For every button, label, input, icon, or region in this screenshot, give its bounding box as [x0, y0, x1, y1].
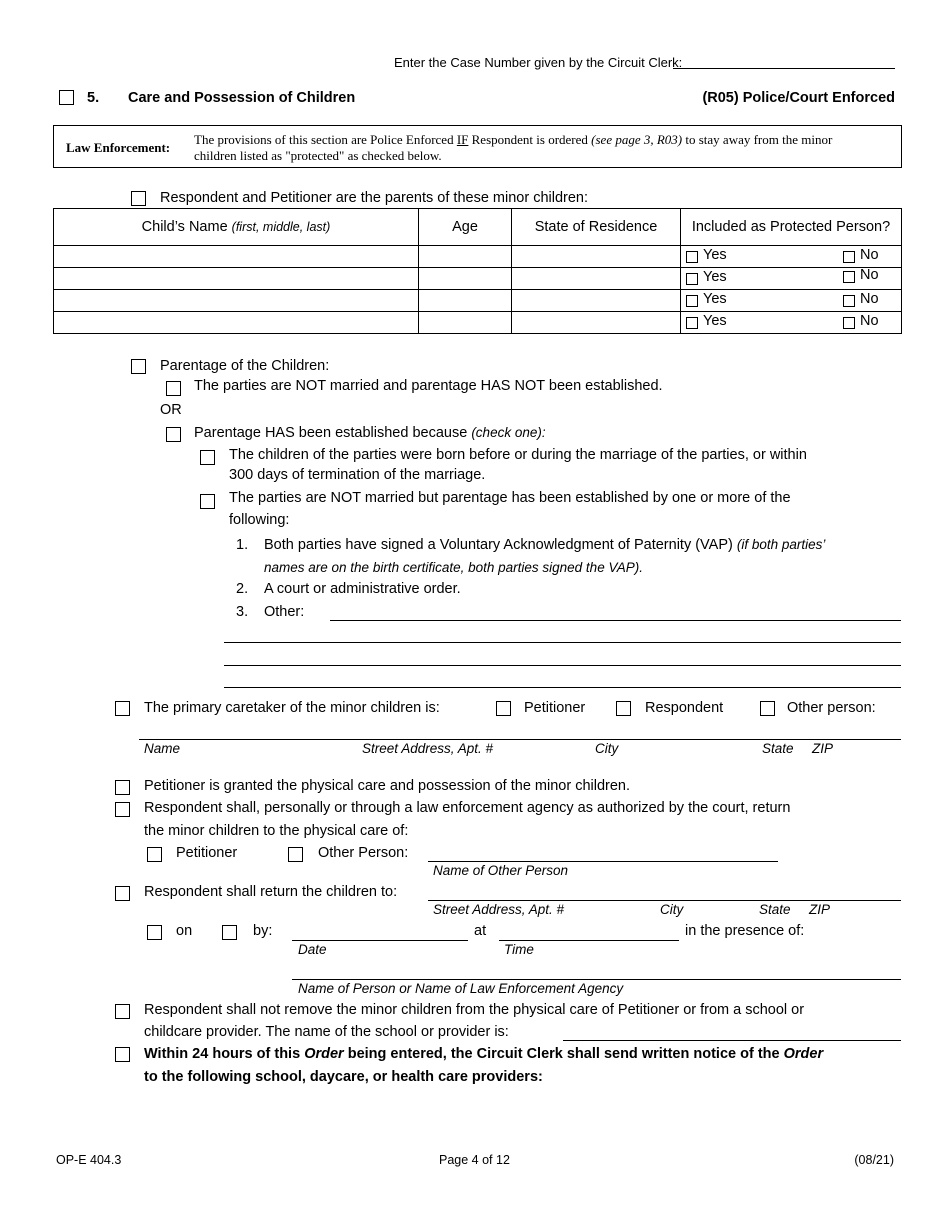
child-age-cell[interactable] — [419, 246, 512, 268]
item-1-number: 1. — [236, 537, 249, 553]
protected-yes-checkbox[interactable] — [686, 295, 698, 307]
other-line-4[interactable] — [224, 687, 901, 688]
granted-text: Petitioner is granted the physical care and possession of the minor children. — [144, 778, 631, 794]
caretaker-checkbox[interactable] — [115, 701, 130, 716]
section-number: 5. — [87, 90, 100, 106]
not-established-text: The parties are NOT married and parentage HAS NOT been established. — [194, 378, 663, 394]
not-remove-text: Respondent shall not remove the minor children from the physical care of Petitioner or from a school or — [144, 1002, 805, 1018]
revision-date: (08/21) — [854, 1153, 894, 1167]
caption-city: City — [660, 902, 684, 917]
protected-no-checkbox[interactable] — [843, 317, 855, 329]
law-enforcement-box — [53, 125, 902, 168]
item-2-number: 2. — [236, 581, 249, 597]
child-name-cell[interactable] — [54, 290, 419, 312]
or-label: OR — [160, 402, 182, 418]
caption-zip: ZIP — [812, 741, 834, 756]
child-state-cell[interactable] — [512, 246, 681, 268]
yes-label: Yes — [703, 247, 727, 263]
date-line[interactable] — [292, 940, 468, 941]
born-during-text-line2: 300 days of termination of the marriage. — [229, 467, 486, 483]
child-state-cell[interactable] — [512, 290, 681, 312]
by-label: by: — [253, 923, 273, 939]
case-number-label: Enter the Case Number given by the Circuit Clerk: — [394, 55, 683, 70]
not-married-text-line2: following: — [229, 512, 290, 528]
granted-checkbox[interactable] — [115, 780, 130, 795]
other-person-line[interactable] — [428, 861, 778, 862]
children-table — [53, 208, 902, 334]
col-age: Age — [419, 209, 512, 246]
caption-name: Name — [144, 741, 181, 756]
notice-checkbox[interactable] — [115, 1047, 130, 1062]
col-child-name: Child’s Name (first, middle, last) — [54, 209, 419, 246]
born-during-checkbox[interactable] — [200, 450, 215, 465]
caption-time: Time — [504, 942, 534, 957]
item-1-hint: names are on the birth certificate, both parties signed the VAP). — [264, 560, 643, 575]
parentage-heading: Parentage of the Children: — [160, 358, 330, 374]
time-line[interactable] — [499, 940, 679, 941]
item-2-text: A court or administrative order. — [264, 581, 461, 597]
return-petitioner-label: Petitioner — [176, 845, 238, 861]
caption-street: Street Address, Apt. # — [362, 741, 494, 756]
child-state-cell[interactable] — [512, 312, 681, 334]
caretaker-petitioner-checkbox[interactable] — [496, 701, 511, 716]
no-label: No — [860, 247, 879, 263]
item-3-number: 3. — [236, 604, 249, 620]
notice-text-line2: to the following school, daycare, or health care providers: — [144, 1069, 543, 1085]
notice-text: Within 24 hours of this Order being entered, the Circuit Clerk shall send written notice of the Order — [144, 1046, 824, 1062]
return-text-line2: the minor children to the physical care of: — [144, 823, 409, 839]
caretaker-petitioner-label: Petitioner — [524, 700, 586, 716]
parents-checkbox[interactable] — [131, 191, 146, 206]
at-label: at — [474, 923, 487, 939]
return-to-text: Respondent shall return the children to: — [144, 884, 398, 900]
not-remove-text-line2: childcare provider. The name of the school or provider is: — [144, 1024, 509, 1040]
other-line-2[interactable] — [224, 642, 901, 643]
no-label: No — [860, 313, 879, 329]
col-protected: Included as Protected Person? — [681, 209, 902, 246]
protected-yes-checkbox[interactable] — [686, 273, 698, 285]
law-enforcement-label: Law Enforcement: — [66, 140, 171, 155]
other-line-3[interactable] — [224, 665, 901, 666]
by-checkbox[interactable] — [222, 925, 237, 940]
child-age-cell[interactable] — [419, 312, 512, 334]
yes-label: Yes — [703, 269, 727, 285]
no-label: No — [860, 291, 879, 307]
caption-date: Date — [298, 942, 327, 957]
yes-label: Yes — [703, 291, 727, 307]
caption-street: Street Address, Apt. # — [433, 902, 565, 917]
page-number: Page 4 of 12 — [439, 1153, 510, 1167]
caretaker-address-line[interactable] — [139, 739, 901, 740]
protected-yes-checkbox[interactable] — [686, 251, 698, 263]
table-row — [54, 312, 902, 334]
table-row — [54, 268, 902, 290]
caretaker-respondent-label: Respondent — [645, 700, 724, 716]
protected-no-checkbox[interactable] — [843, 295, 855, 307]
item-1-text: Both parties have signed a Voluntary Acknowledgment of Paternity (VAP) (if both parties’ — [264, 537, 826, 553]
caption-state: State — [759, 902, 791, 917]
return-other-checkbox[interactable] — [288, 847, 303, 862]
presence-label: in the presence of: — [685, 923, 805, 939]
not-married-text: The parties are NOT married but parentage has been established by one or more of the — [229, 490, 791, 506]
protected-no-checkbox[interactable] — [843, 271, 855, 283]
child-name-cell[interactable] — [54, 246, 419, 268]
caption-city: City — [595, 741, 619, 756]
parentage-checkbox[interactable] — [131, 359, 146, 374]
caption-zip: ZIP — [809, 902, 831, 917]
established-checkbox[interactable] — [166, 427, 181, 442]
table-row — [54, 290, 902, 312]
caretaker-respondent-checkbox[interactable] — [616, 701, 631, 716]
caretaker-other-label: Other person: — [787, 700, 876, 716]
case-number-field[interactable] — [673, 68, 895, 69]
not-established-checkbox[interactable] — [166, 381, 181, 396]
return-address-line[interactable] — [428, 900, 901, 901]
table-row — [54, 246, 902, 268]
on-checkbox[interactable] — [147, 925, 162, 940]
not-married-checkbox[interactable] — [200, 494, 215, 509]
caption-other-name: Name of Other Person — [433, 863, 569, 878]
return-petitioner-checkbox[interactable] — [147, 847, 162, 862]
school-provider-line[interactable] — [563, 1040, 901, 1041]
protected-no-checkbox[interactable] — [843, 251, 855, 263]
born-during-text: The children of the parties were born before or during the marriage of the parties, or within — [229, 447, 807, 463]
section-5-checkbox[interactable] — [59, 90, 74, 105]
on-label: on — [176, 923, 193, 939]
established-text: Parentage HAS been established because (check one): — [194, 425, 546, 441]
section-title: Care and Possession of Children — [128, 90, 356, 106]
caretaker-other-checkbox[interactable] — [760, 701, 775, 716]
not-remove-checkbox[interactable] — [115, 1004, 130, 1019]
col-state: State of Residence — [512, 209, 681, 246]
return-to-checkbox[interactable] — [115, 886, 130, 901]
child-name-cell[interactable] — [54, 268, 419, 290]
law-enforcement-text-line2: children listed as "protected" as checked below. — [194, 148, 442, 163]
caretaker-label: The primary caretaker of the minor children is: — [144, 700, 440, 716]
child-age-cell[interactable] — [419, 268, 512, 290]
return-other-label: Other Person: — [318, 845, 409, 861]
other-line-1[interactable] — [330, 620, 901, 621]
return-checkbox[interactable] — [115, 802, 130, 817]
protected-yes-checkbox[interactable] — [686, 317, 698, 329]
law-enforcement-text: The provisions of this section are Police Enforced IF Respondent is ordered (see page 3, R03) to stay away from the minor — [194, 132, 833, 147]
yes-label: Yes — [703, 313, 727, 329]
parents-statement: Respondent and Petitioner are the parents of these minor children: — [160, 190, 589, 206]
child-age-cell[interactable] — [419, 290, 512, 312]
return-text: Respondent shall, personally or through a law enforcement agency as authorized by the court, return — [144, 800, 791, 816]
caption-state: State — [762, 741, 794, 756]
caption-agency: Name of Person or Name of Law Enforcement Agency — [298, 981, 624, 996]
child-name-cell[interactable] — [54, 312, 419, 334]
agency-line[interactable] — [292, 979, 901, 980]
section-code: (R05) Police/Court Enforced — [702, 90, 895, 106]
no-label: No — [860, 267, 879, 283]
form-id: OP-E 404.3 — [56, 1153, 122, 1167]
child-state-cell[interactable] — [512, 268, 681, 290]
item-3-text: Other: — [264, 604, 305, 620]
